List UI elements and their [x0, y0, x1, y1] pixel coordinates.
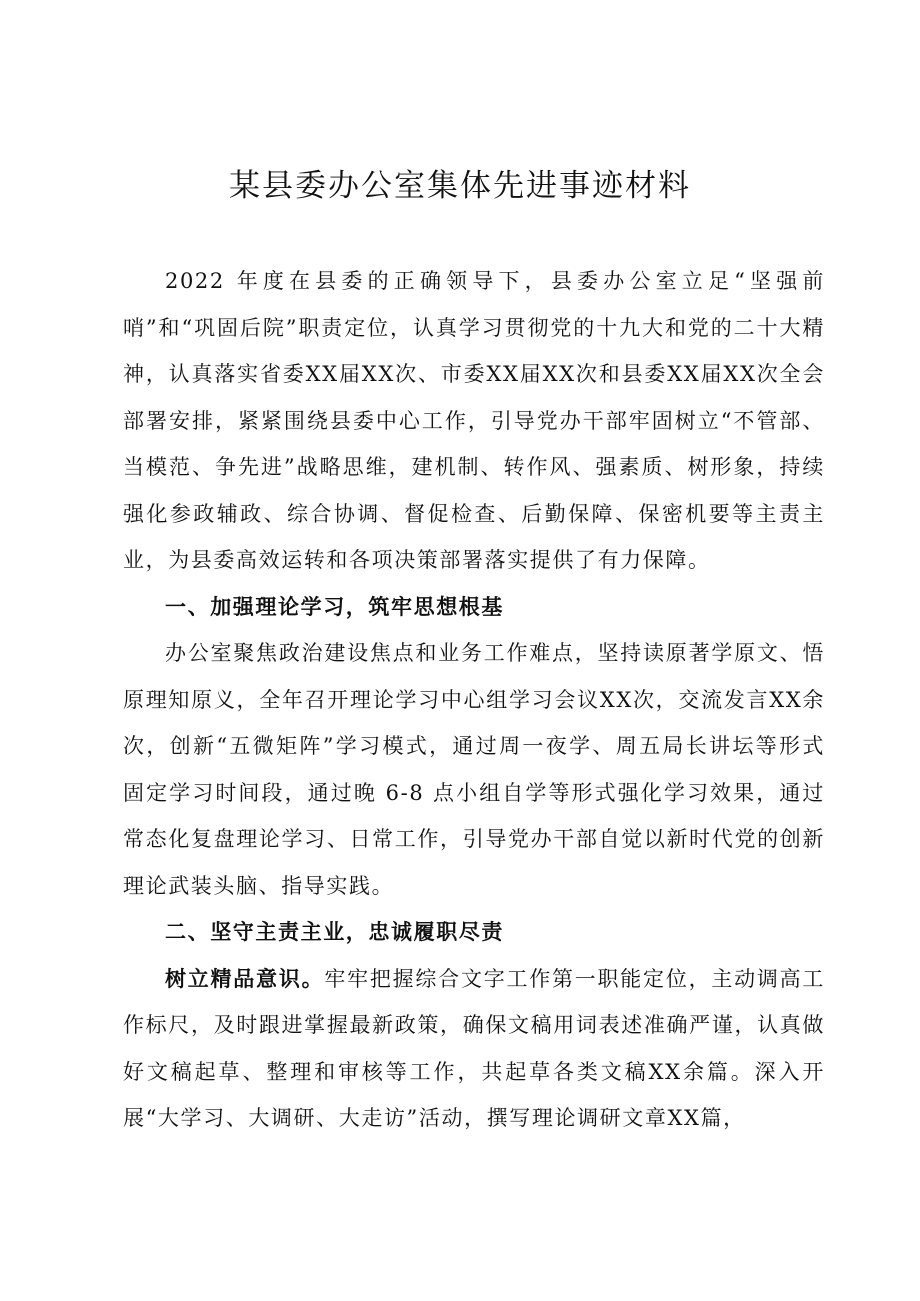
section-heading-2: 二、坚守主责主业，忠诚履职尽责	[165, 920, 504, 944]
intro-paragraph: 2022 年度在县委的正确领导下，县委办公室立足“坚强前哨”和“巩固后院”职责定位，认真学习贯彻党的十九大和党的二十大精神，认真落实省委XX届XX次、市委XX届XX次和县委XX届XX次全会部署安排，紧紧围绕县委中心工作，引导党办干部牢固树立“不管部、当模范、争先进”战略思维，建机制、转作风、强素质、树形象，持续强化参政辅政、综合协调、督促检查、后勤保障、保密机要等主责主业，为县委高效运转和各项决策部署落实提供了有力保障。	[123, 269, 825, 572]
section-2-text: 牢牢把握综合文字工作第一职能定位，主动调高工作标尺，及时跟进掌握最新政策，确保文稿用词表述准确严谨，认真做好文稿起草、整理和审核等工作，共起草各类文稿XX余篇。深入开展“大学习、大调研、大走访”活动，撰写理论调研文章XX篇，	[123, 966, 826, 1130]
section-heading-1: 一、加强理论学习，筑牢思想根基	[165, 594, 504, 619]
document-title: 某县委办公室集体先进事迹材料	[229, 168, 691, 204]
section-2-paragraph	[123, 956, 825, 1142]
section-1-paragraph: 办公室聚焦政治建设焦点和业务工作难点，坚持读原著学原文、悟原理知原义，全年召开理论学习中心组学习会议XX次，交流发言XX余次，创新“五微矩阵”学习模式，通过周一夜学、周五局长讲坛等形式固定学习时间段，通过晚 6-8 点小组自学等形式强化学习效果，通过常态化复盘理论学习、日常工作，引导党办干部自觉以新时代党的创新理论武装头脑、指导实践。	[123, 641, 825, 898]
section-2-lead: 树立精品意识。	[165, 966, 325, 991]
document-body	[123, 258, 825, 1142]
